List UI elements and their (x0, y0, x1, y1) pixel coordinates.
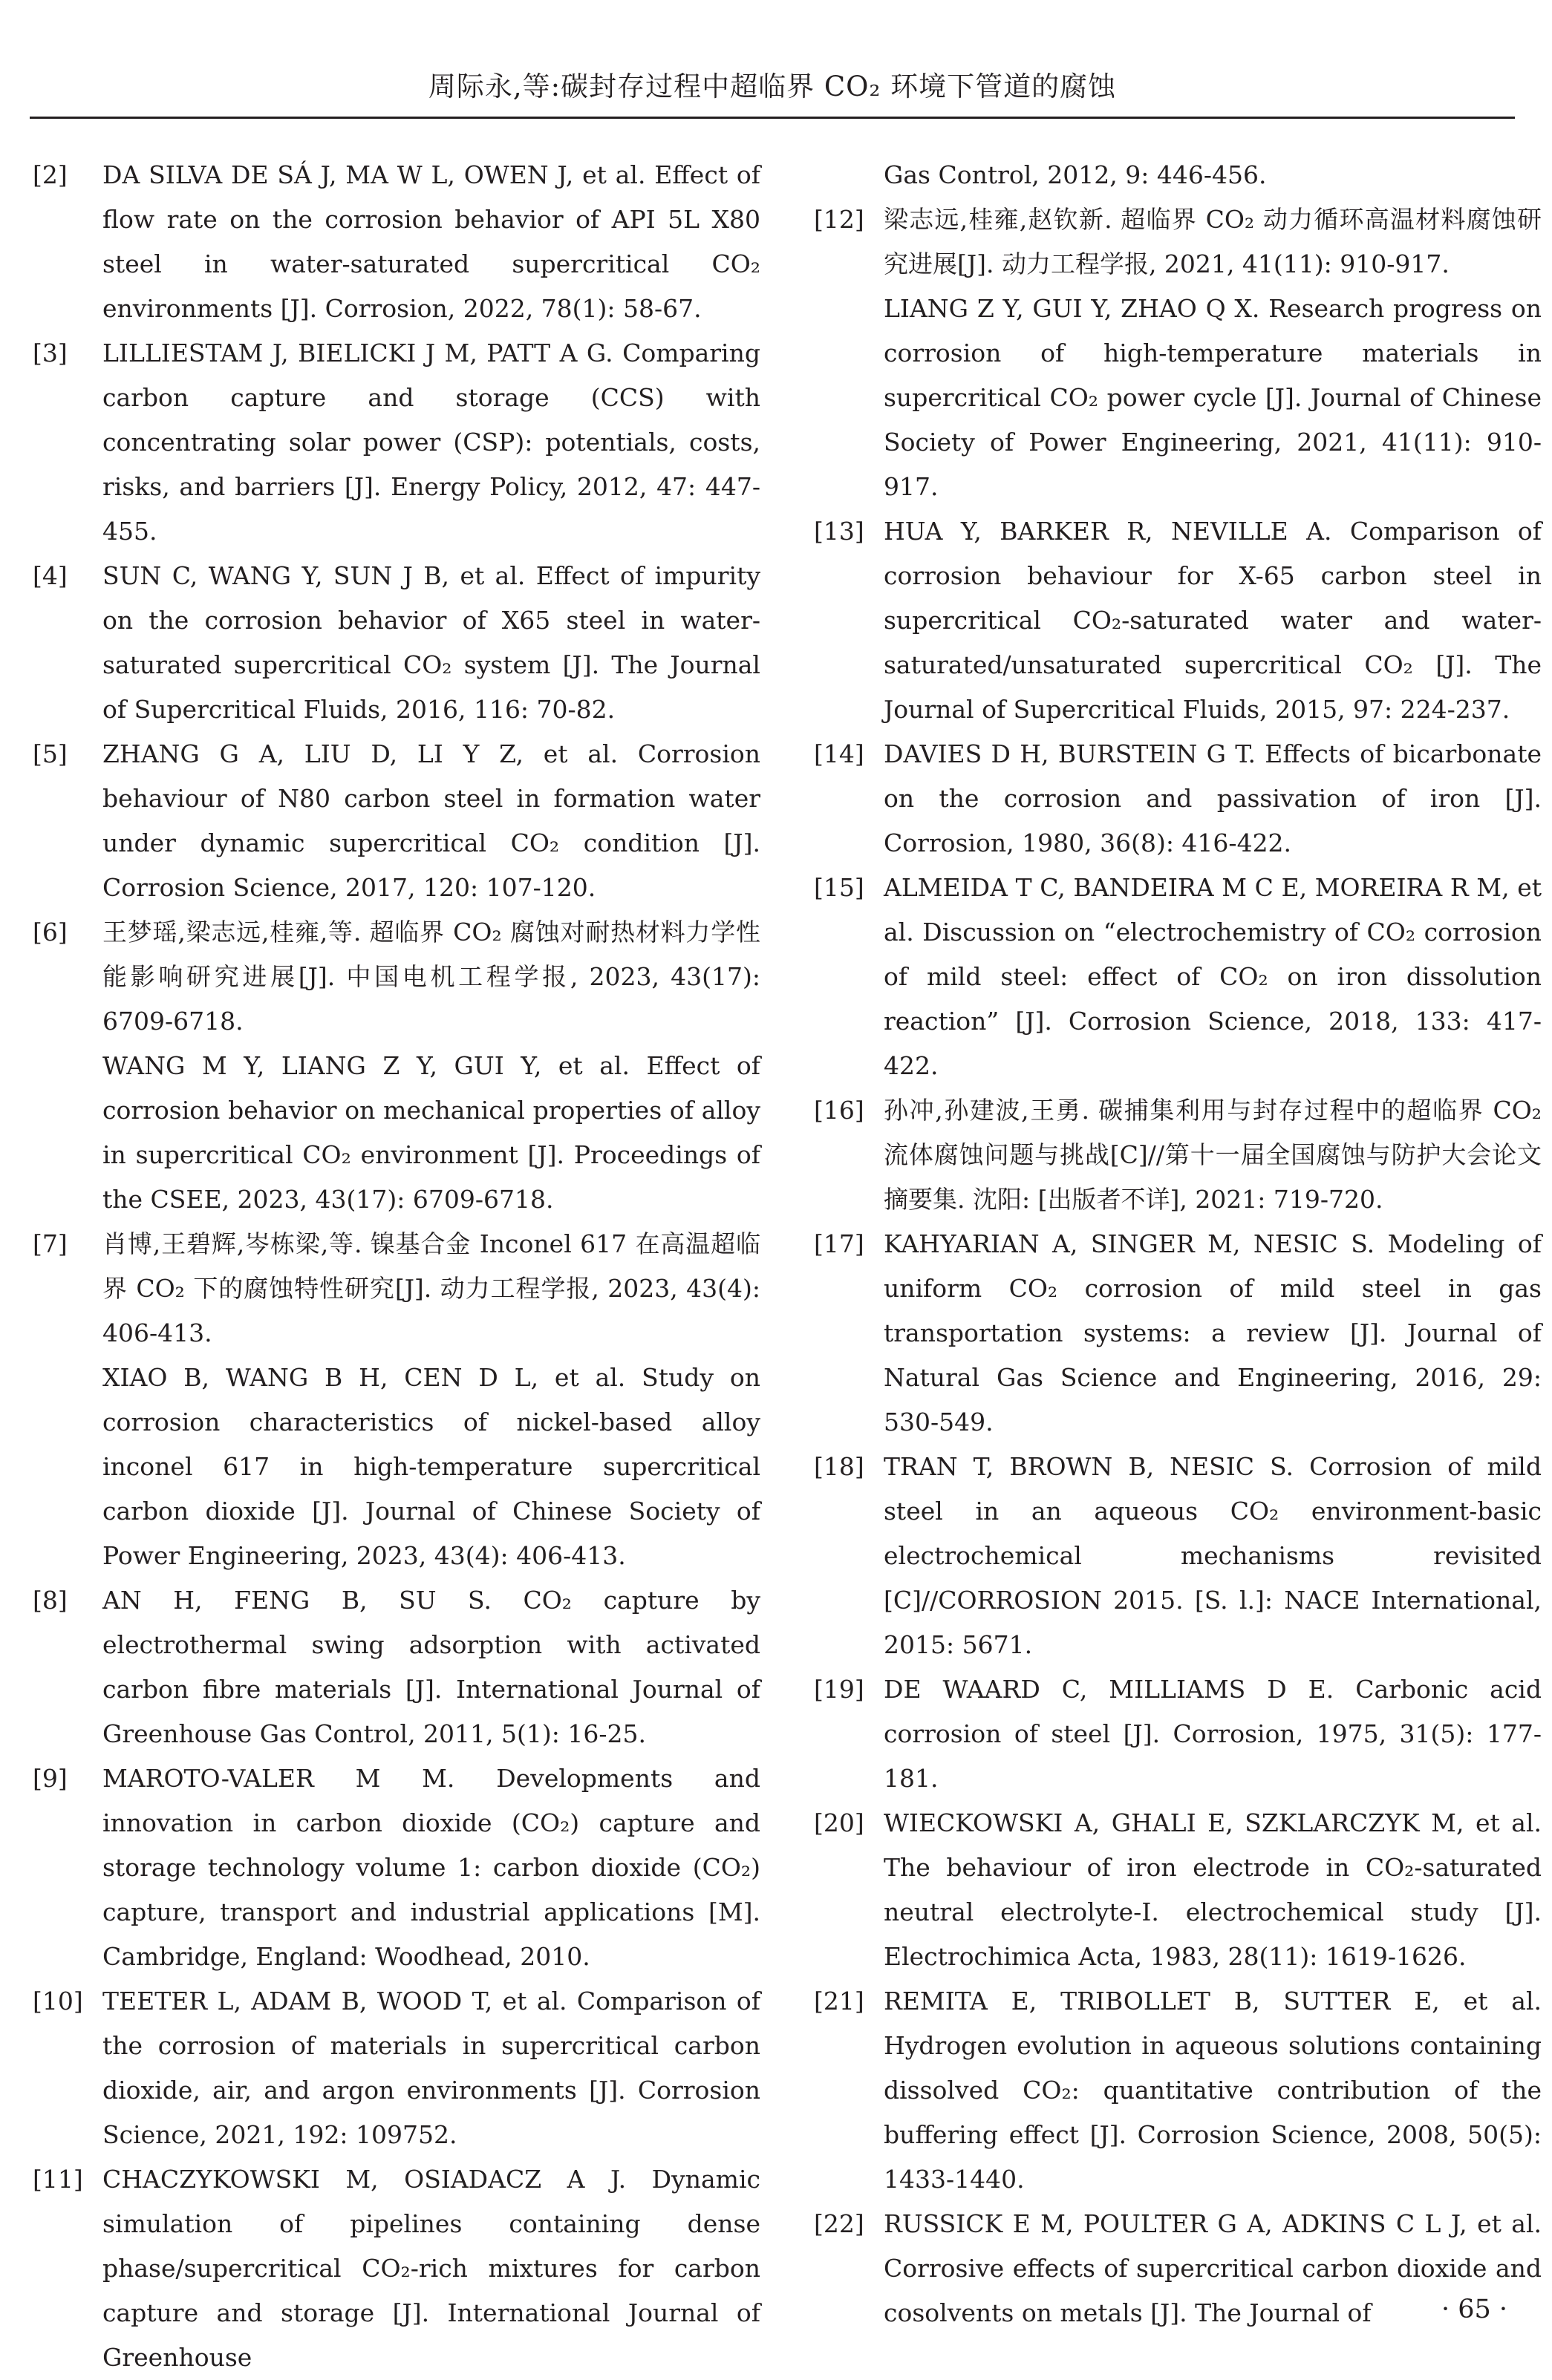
reference-number: [4] (33, 561, 68, 590)
reference-number: [12] (814, 205, 864, 234)
reference-number: [15] (814, 873, 864, 902)
reference-number: [18] (814, 1452, 864, 1481)
reference-number: [16] (814, 1096, 864, 1125)
reference-item (814, 1445, 1542, 1667)
reference-item (33, 2157, 760, 2380)
reference-item (814, 1222, 1542, 1445)
reference-item (33, 331, 760, 554)
reference-number: [13] (814, 517, 864, 546)
reference-item (814, 1979, 1542, 2202)
reference-text-english: XIAO B, WANG B H, CEN D L, et al. Study on corrosion characteristics of nickel-based alloy inconel 617 in high-temperature supercritical carbon dioxide [J]. Journal of Chinese Society of Power Engineering, 2023, 43(4): 406-413. (102, 1363, 760, 1570)
reference-item (814, 866, 1542, 1088)
reference-text: 王梦瑶,梁志远,桂雍,等. 超临界 CO₂ 腐蚀对耐热材料力学性能影响研究进展[J]. 中国电机工程学报, 2023, 43(17): 6709-6718. (102, 918, 760, 1036)
reference-number: [5] (33, 739, 68, 768)
reference-number: [19] (814, 1675, 864, 1704)
reference-number: [2] (33, 160, 68, 189)
reference-text: DE WAARD C, MILLIAMS D E. Carbonic acid corrosion of steel [J]. Corrosion, 1975, 31(5): 177-181. (884, 1675, 1542, 1793)
reference-text: RUSSICK E M, POULTER G A, ADKINS C L J, et al. Corrosive effects of supercritical carbon dioxide and cosolvents on metals [J]. The Journal of (884, 2209, 1542, 2327)
reference-text: AN H, FENG B, SU S. CO₂ capture by electrothermal swing adsorption with activated carbon fibre materials [J]. International Journal of Greenhouse Gas Control, 2011, 5(1): 16-25. (102, 1586, 760, 1748)
reference-text: MAROTO-VALER M M. Developments and innovation in carbon dioxide (CO₂) capture and storage technology volume 1: carbon dioxide (CO₂) capture, transport and industrial applications [M]. Cambridge, England: Woodhead, 2010. (102, 1764, 760, 1971)
reference-text: ZHANG G A, LIU D, LI Y Z, et al. Corrosion behaviour of N80 carbon steel in formation water under dynamic supercritical CO₂ condition [J]. Corrosion Science, 2017, 120: 107-120. (102, 739, 760, 902)
reference-text: CHACZYKOWSKI M, OSIADACZ A J. Dynamic simulation of pipelines containing dense phase/supercritical CO₂-rich mixtures for carbon capture and storage [J]. International Journal of Greenhouse (102, 2165, 760, 2372)
reference-number: [17] (814, 1229, 864, 1258)
references-right-column (814, 153, 1542, 2335)
reference-number: [14] (814, 739, 864, 768)
reference-text: 肖博,王碧辉,岑栋梁,等. 镍基合金 Inconel 617 在高温超临界 CO₂ 下的腐蚀特性研究[J]. 动力工程学报, 2023, 43(4): 406-413. (102, 1229, 760, 1347)
reference-item (814, 1667, 1542, 1801)
reference-number: [22] (814, 2209, 864, 2238)
reference-item (33, 153, 760, 331)
reference-text: HUA Y, BARKER R, NEVILLE A. Comparison of corrosion behaviour for X-65 carbon steel in supercritical CO₂-saturated water and water-saturated/unsaturated supercritical CO₂ [J]. The Journal of Supercritical Fluids, 2015, 97: 224-237. (884, 517, 1542, 724)
reference-item (33, 910, 760, 1222)
reference-text: TRAN T, BROWN B, NESIC S. Corrosion of mild steel in an aqueous CO₂ environment-basic electrochemical mechanisms revisited [C]//CORROSION 2015. [S. l.]: NACE International, 2015: 5671. (884, 1452, 1542, 1659)
reference-item (814, 732, 1542, 866)
reference-text: TEETER L, ADAM B, WOOD T, et al. Comparison of the corrosion of materials in supercritical carbon dioxide, air, and argon environments [J]. Corrosion Science, 2021, 192: 109752. (102, 1987, 760, 2149)
references-left-column (33, 153, 760, 2380)
reference-text: WIECKOWSKI A, GHALI E, SZKLARCZYK M, et al. The behaviour of iron electrode in CO₂-saturated neutral electrolyte-I. electrochemical study [J]. Electrochimica Acta, 1983, 28(11): 1619-1626. (884, 1808, 1542, 1971)
reference-item (33, 1756, 760, 1979)
reference-item (33, 1979, 760, 2157)
reference-number: [9] (33, 1764, 68, 1793)
running-header: 周际永,等:碳封存过程中超临界 CO₂ 环境下管道的腐蚀 (428, 71, 1117, 102)
reference-number: [7] (33, 1229, 68, 1258)
reference-text: DAVIES D H, BURSTEIN G T. Effects of bicarbonate on the corrosion and passivation of iron [J]. Corrosion, 1980, 36(8): 416-422. (884, 739, 1542, 857)
reference-text: LILLIESTAM J, BIELICKI J M, PATT A G. Comparing carbon capture and storage (CCS) with concentrating solar power (CSP): potentials, costs, risks, and barriers [J]. Energy Policy, 2012, 47: 447-455. (102, 339, 760, 546)
reference-item (814, 1801, 1542, 1979)
reference-number: [11] (33, 2165, 83, 2194)
reference-item (33, 1578, 760, 1756)
reference-continuation: Gas Control, 2012, 9: 446-456. (884, 160, 1267, 189)
reference-text: DA SILVA DE SÁ J, MA W L, OWEN J, et al. Effect of flow rate on the corrosion behavior of API 5L X80 steel in water-saturated supercritical CO₂ environments [J]. Corrosion, 2022, 78(1): 58-67. (102, 160, 760, 323)
reference-number: [10] (33, 1987, 83, 2016)
reference-text: ALMEIDA T C, BANDEIRA M C E, MOREIRA R M, et al. Discussion on “electrochemistry of CO₂ corrosion of mild steel: effect of CO₂ on iron dissolution reaction” [J]. Corrosion Science, 2018, 133: 417-422. (884, 873, 1542, 1080)
reference-text-english: WANG M Y, LIANG Z Y, GUI Y, et al. Effect of corrosion behavior on mechanical properties of alloy in supercritical CO₂ environment [J]. Proceedings of the CSEE, 2023, 43(17): 6709-6718. (102, 1051, 760, 1214)
reference-number: [3] (33, 339, 68, 367)
reference-text: 梁志远,桂雍,赵钦新. 超临界 CO₂ 动力循环高温材料腐蚀研究进展[J]. 动力工程学报, 2021, 41(11): 910-917. (884, 205, 1542, 278)
reference-item (33, 554, 760, 732)
reference-item (33, 1222, 760, 1578)
reference-text: 孙冲,孙建波,王勇. 碳捕集利用与封存过程中的超临界 CO₂ 流体腐蚀问题与挑战[C]//第十一届全国腐蚀与防护大会论文摘要集. 沈阳: [出版者不详], 2021: 719-720. (884, 1096, 1542, 1214)
reference-item (814, 509, 1542, 732)
reference-number: [20] (814, 1808, 864, 1837)
reference-item (33, 732, 760, 910)
reference-number: [6] (33, 918, 68, 947)
reference-text: KAHYARIAN A, SINGER M, NESIC S. Modeling of uniform CO₂ corrosion of mild steel in gas transportation systems: a review [J]. Journal of Natural Gas Science and Engineering, 2016, 29: 530-549. (884, 1229, 1542, 1436)
reference-item (814, 1088, 1542, 1222)
reference-item (814, 2202, 1542, 2335)
reference-text: SUN C, WANG Y, SUN J B, et al. Effect of impurity on the corrosion behavior of X65 steel in water-saturated supercritical CO₂ system [J]. The Journal of Supercritical Fluids, 2016, 116: 70-82. (102, 561, 760, 724)
reference-number: [8] (33, 1586, 68, 1615)
reference-text: REMITA E, TRIBOLLET B, SUTTER E, et al. Hydrogen evolution in aqueous solutions containing dissolved CO₂: quantitative contribution of the buffering effect [J]. Corrosion Science, 2008, 50(5): 1433-1440. (884, 1987, 1542, 2194)
reference-text-english: LIANG Z Y, GUI Y, ZHAO Q X. Research progress on corrosion of high-temperature materials in supercritical CO₂ power cycle [J]. Journal of Chinese Society of Power Engineering, 2021, 41(11): 910-917. (884, 294, 1542, 501)
reference-number: [21] (814, 1987, 864, 2016)
page-number: · 65 · (1441, 2295, 1507, 2324)
reference-item (814, 197, 1542, 509)
header-rule (30, 117, 1515, 119)
